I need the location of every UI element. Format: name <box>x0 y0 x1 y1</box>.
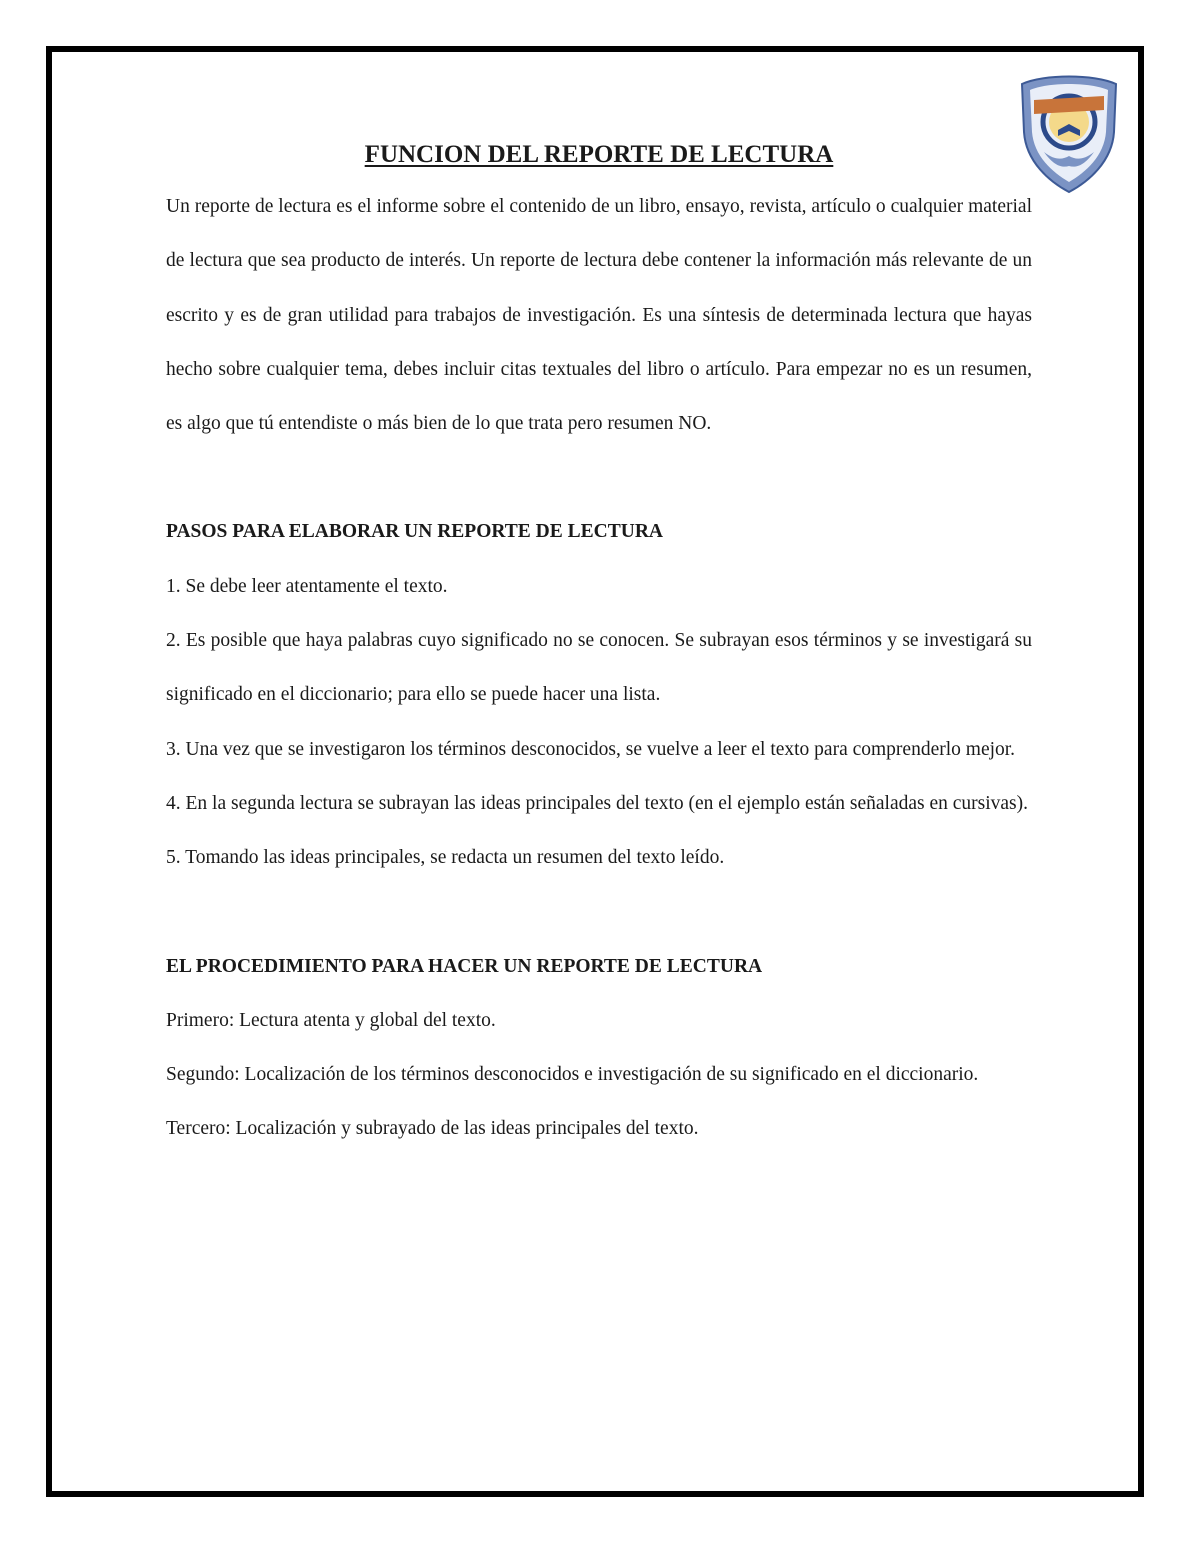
intro-paragraph: Un reporte de lectura es el informe sobre el contenido de un libro, ensayo, revista, artículo o cualquier material de lectura que sea producto de interés. Un reporte de lectura debe contener la información más relevante de un escrito y es de gran utilidad para trabajos de investigación. Es una síntesis de determinada lectura que hayas hecho sobre cualquier tema, debes incluir citas textuales del libro o artículo. Para empezar no es un resumen, es algo que tú entendiste o más bien de lo que trata pero resumen NO. <box>166 196 1032 435</box>
list-item: 3. Una vez que se investigaron los términos desconocidos, se vuelve a leer el texto para comprenderlo mejor. <box>166 738 1016 760</box>
list-item: 2. Es posible que haya palabras cuyo significado no se conocen. Se subrayan esos términos y se investigará su significado en el diccionario; para ello se puede hacer una lista. <box>166 630 1032 706</box>
list-item: 4. En la segunda lectura se subrayan las ideas principales del texto (en el ejemplo están señaladas en cursivas). <box>166 792 1029 814</box>
list-item: 5. Tomando las ideas principales, se redacta un resumen del texto leído. <box>166 847 725 869</box>
list-item: Primero: Lectura atenta y global del texto. <box>166 1009 496 1031</box>
spacer <box>166 886 1032 940</box>
document-body <box>166 140 1032 1157</box>
document-title: FUNCION DEL REPORTE DE LECTURA <box>364 141 834 168</box>
list-item: Segundo: Localización de los términos desconocidos e investigación de su significado en el diccionario. <box>166 1064 979 1086</box>
section-heading-procedimiento: EL PROCEDIMIENTO PARA HACER UN REPORTE DE LECTURA <box>166 955 763 977</box>
spacer <box>166 451 1032 505</box>
list-item: Tercero: Localización y subrayado de las ideas principales del texto. <box>166 1118 699 1140</box>
list-item: 1. Se debe leer atentamente el texto. <box>166 575 448 597</box>
section-heading-pasos: PASOS PARA ELABORAR UN REPORTE DE LECTURA <box>166 521 663 543</box>
